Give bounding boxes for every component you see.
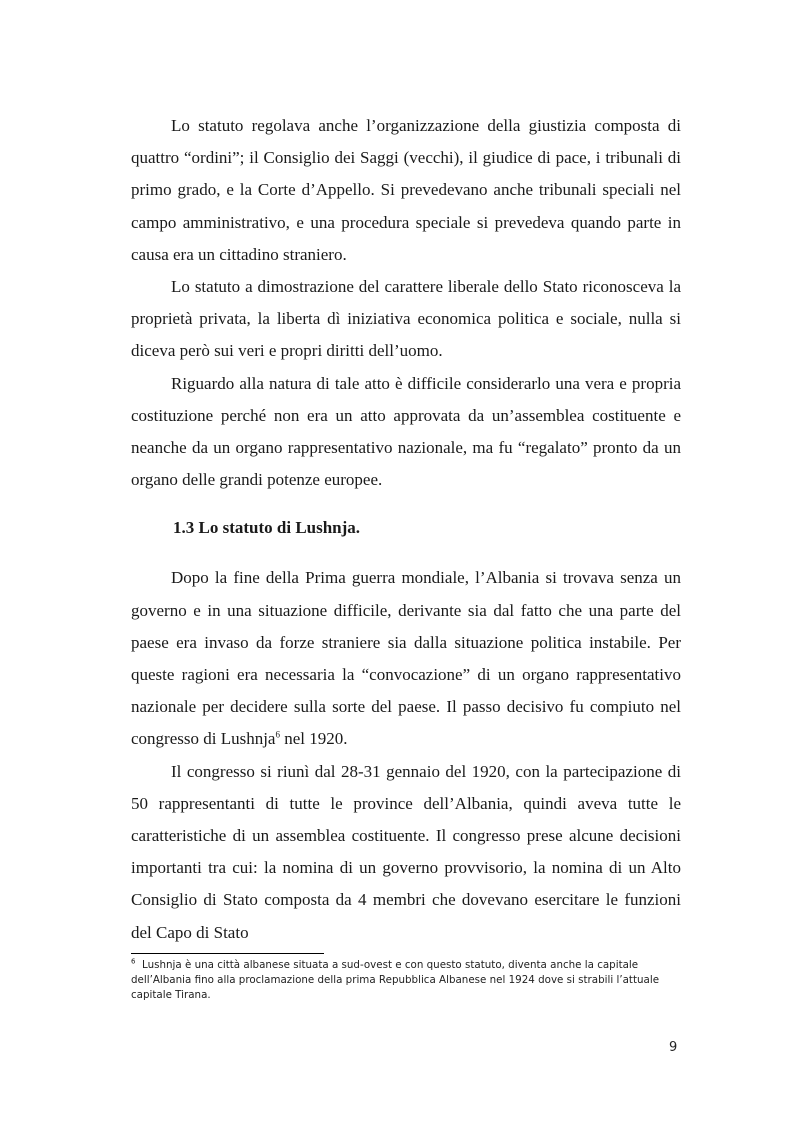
page-number: 9 — [669, 1040, 678, 1055]
footnote-text: Lushnja è una città albanese situata a sud-ovest e con questo statuto, diventa anche la capitale dell’Albania fino alla proclamazione della prima Repubblica Albanese nel 1924 dove si strabili l’attuale capitale Tirana. — [131, 959, 660, 1001]
paragraph-nature-of-act: Riguardo alla natura di tale atto è difficile considerarlo una vera e propria costituzione perché non era un atto approvata da un’assemblea costituente e neanche da un organo rappresentativo nazionale, ma fu “regalato” pronto da un organo delle grandi potenze europee. — [131, 373, 681, 490]
paragraph-liberal-character: Lo statuto a dimostrazione del carattere liberale dello Stato riconosceva la proprietà privata, la liberta dì iniziativa economica politica e sociale, nulla si diceva però sui veri e propri diritti dell’uomo. — [131, 277, 681, 361]
paragraph-after-wwi-text: Dopo la fine della Prima guerra mondiale, l’Albania si trovava senza un governo e in una situazione difficile, derivante sia dal fatto che una parte del paese era invaso da forze straniere sia dalla situazione politica instabile. Per queste ragioni era necessaria la “convocazione” di un organo rappresentativo nazionale per decidere sulla sorte del paese. Il passo decisivo fu compiuto nel congresso di Lushnja — [131, 568, 681, 749]
footnote-reference[interactable]: 6 — [275, 729, 280, 740]
section-heading: 1.3 Lo statuto di Lushnja. — [173, 518, 361, 538]
footnote — [131, 958, 681, 1003]
paragraph-justice: Lo statuto regolava anche l’organizzazione della giustizia composta di quattro “ordini”; il Consiglio dei Saggi (vecchi), il giudice di pace, i tribunali di primo grado, e la Corte d’Appello. Si prevedevano anche tribunali speciali nel campo amministrativo, e una procedura speciale si prevedeva quando parte in causa era un cittadino straniero. — [131, 116, 681, 264]
paragraph-after-wwi — [131, 562, 681, 755]
footnote-number: 6 — [131, 957, 136, 966]
paragraph-after-wwi-tail: nel 1920. — [279, 729, 348, 749]
footnote-divider — [131, 953, 324, 954]
page-body — [131, 110, 681, 949]
paragraph-congress: Il congresso si riunì dal 28-31 gennaio del 1920, con la partecipazione di 50 rappresentanti di tutte le province dell’Albania, quindi aveva tutte le caratteristiche di un assemblea costituente. Il congresso prese alcune decisioni importanti tra cui: la nomina di un governo provvisorio, la nomina di un Alto Consiglio di Stato composta da 4 membri che dovevano esercitare le funzioni del Capo di Stato — [131, 761, 681, 942]
